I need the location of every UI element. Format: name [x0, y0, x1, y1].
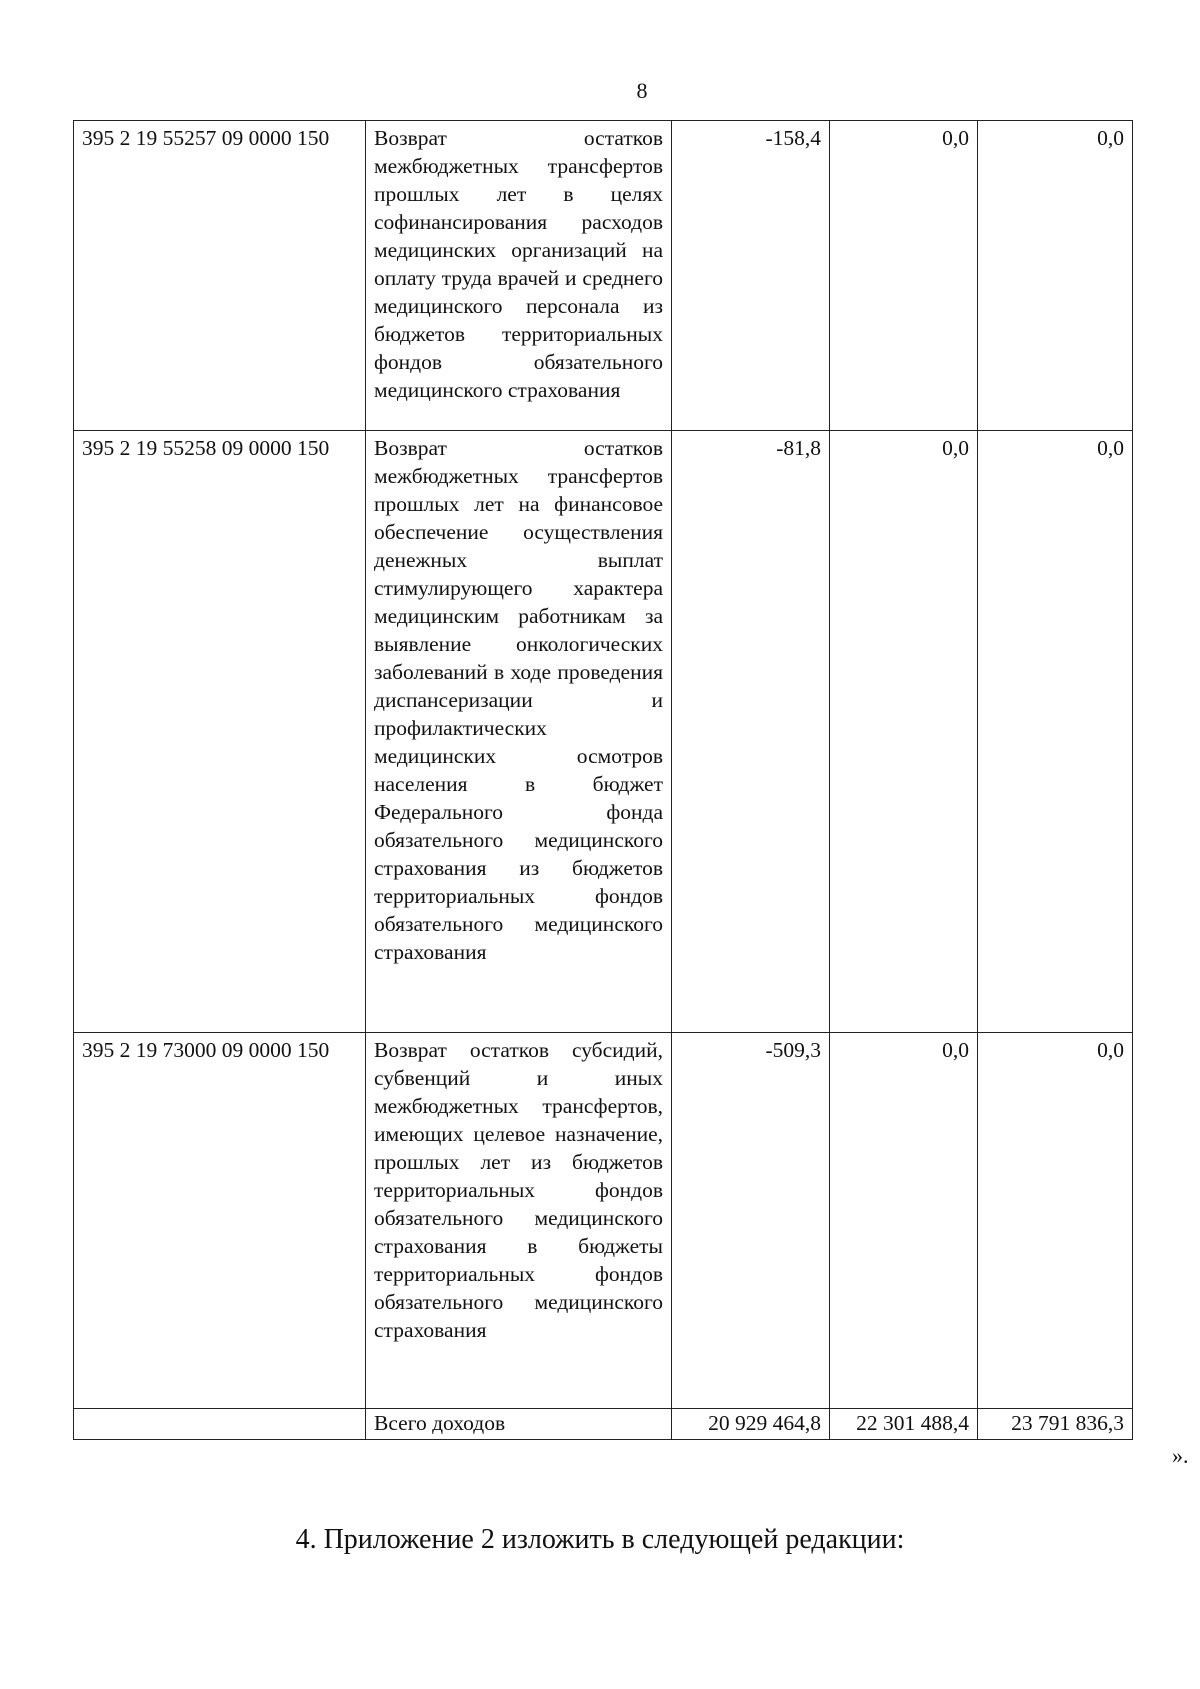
total-row [74, 1409, 1133, 1440]
amount-year-2: 0,0 [830, 431, 978, 1033]
table-row [74, 431, 1133, 1033]
amount-year-3: 0,0 [978, 121, 1133, 431]
total-code [74, 1409, 366, 1440]
revenue-table [73, 120, 1133, 1440]
closing-quote: ». [1172, 1443, 1189, 1468]
total-label: Всего доходов [366, 1409, 672, 1440]
amount-year-2: 0,0 [830, 1033, 978, 1409]
revenue-description: Возврат остатков межбюджетных трансфертов прошлых лет в целях софинансирования расходов медицинских организаций на оплату труда врачей и среднего медицинского персонала из бюджетов территориальных фондов обязательного медицинского страхования [366, 121, 672, 431]
amount-year-3: 0,0 [978, 431, 1133, 1033]
total-year-2: 22 301 488,4 [830, 1409, 978, 1440]
table-row [74, 1033, 1133, 1409]
amount-year-1: -158,4 [672, 121, 830, 431]
amount-year-2: 0,0 [830, 121, 978, 431]
budget-code: 395 2 19 55258 09 0000 150 [74, 431, 366, 1033]
table-row [74, 121, 1133, 431]
amendment-instruction: 4. Приложение 2 изложить в следующей редакции: [295, 1524, 905, 1555]
amount-year-3: 0,0 [978, 1033, 1133, 1409]
revenue-description: Возврат остатков межбюджетных трансфертов прошлых лет на финансовое обеспечение осуществления денежных выплат стимулирующего характера медицинским работникам за выявление онкологических заболеваний в ходе проведения диспансеризации и профилактических медицинских осмотров населения в бюджет Федерального фонда обязательного медицинского страхования из бюджетов территориальных фондов обязательного медицинского страхования [366, 431, 672, 1033]
budget-code: 395 2 19 73000 09 0000 150 [74, 1033, 366, 1409]
total-year-3: 23 791 836,3 [978, 1409, 1133, 1440]
budget-code: 395 2 19 55257 09 0000 150 [74, 121, 366, 431]
amount-year-1: -81,8 [672, 431, 830, 1033]
revenue-description: Возврат остатков субсидий, субвенций и иных межбюджетных трансфертов, имеющих целевое назначение, прошлых лет из бюджетов территориальных фондов обязательного медицинского страхования в бюджеты территориальных фондов обязательного медицинского страхования [366, 1033, 672, 1409]
page-number: 8 [636, 78, 648, 103]
amount-year-1: -509,3 [672, 1033, 830, 1409]
total-year-1: 20 929 464,8 [672, 1409, 830, 1440]
